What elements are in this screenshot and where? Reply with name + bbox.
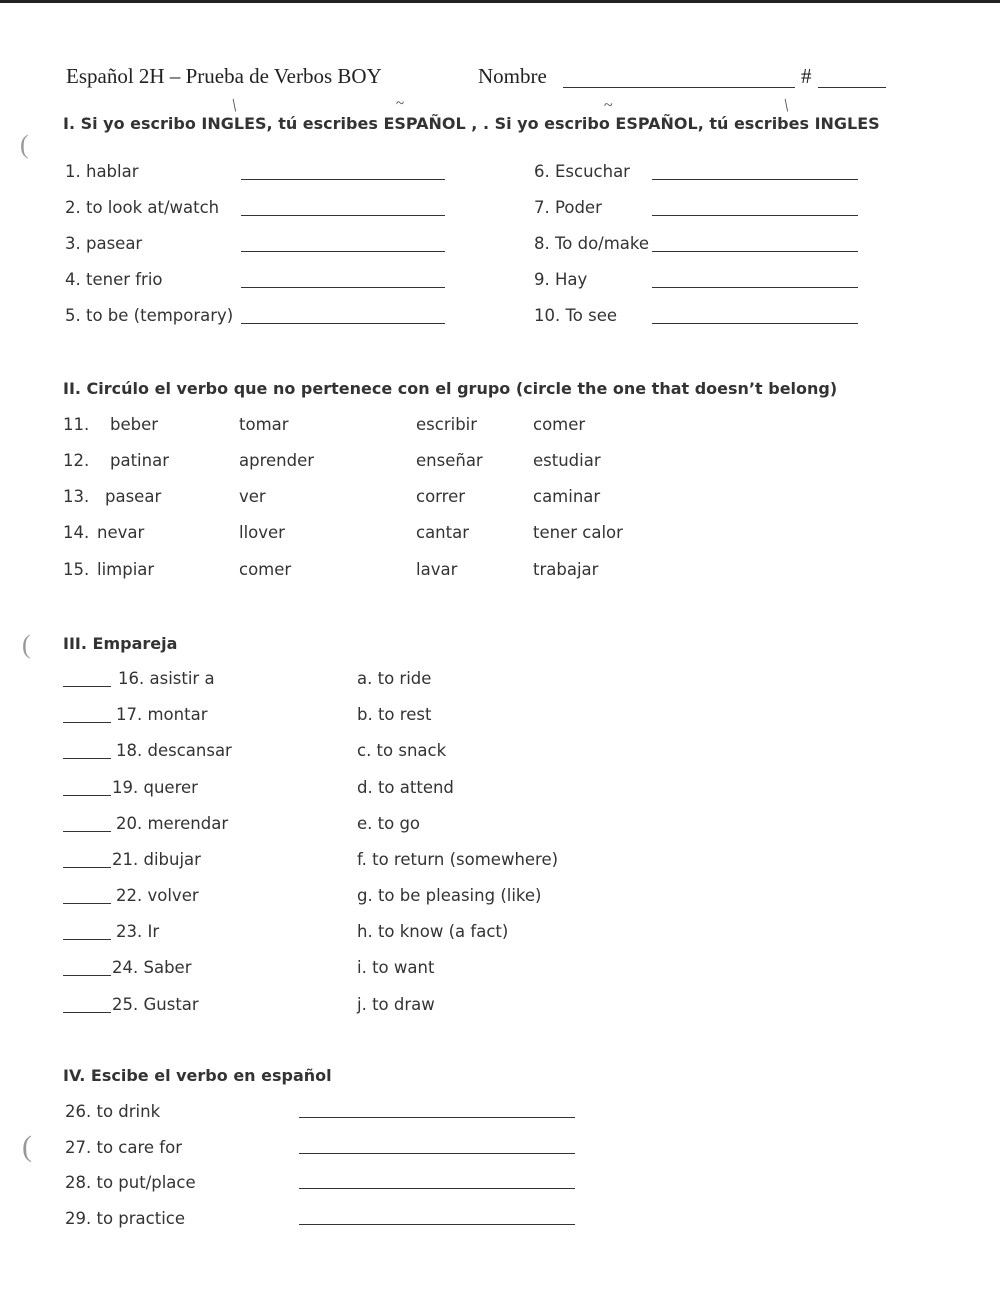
match-definition: i. to want: [357, 958, 435, 977]
item-3: 3. pasear: [65, 234, 143, 253]
match-term: 16. asistir a: [118, 669, 215, 688]
match-definition: h. to know (a fact): [357, 922, 509, 941]
answer-line-9[interactable]: [652, 287, 858, 288]
match-term: 24. Saber: [112, 958, 192, 977]
word-option[interactable]: nevar: [97, 523, 145, 542]
match-blank-22[interactable]: [63, 903, 111, 904]
match-definition: d. to attend: [357, 778, 454, 797]
row-number: 12.: [63, 451, 90, 470]
match-definition: f. to return (somewhere): [357, 850, 559, 869]
word-option[interactable]: patinar: [110, 451, 169, 470]
name-field[interactable]: [563, 87, 795, 88]
item-26: 26. to drink: [65, 1102, 161, 1121]
section1-heading: I. Si yo escribo INGLES, tú escribes ESPAÑOL , . Si yo escribo ESPAÑOL, tú escribes INGLES: [63, 114, 880, 133]
word-option[interactable]: beber: [110, 415, 159, 434]
answer-line-10[interactable]: [652, 323, 858, 324]
margin-mark: (: [20, 130, 29, 159]
name-label: Nombre: [478, 64, 547, 88]
item-1: 1. hablar: [65, 162, 139, 181]
word-option[interactable]: lavar: [416, 560, 458, 579]
answer-line-7[interactable]: [652, 215, 858, 216]
match-definition: j. to draw: [357, 995, 435, 1014]
word-option[interactable]: aprender: [239, 451, 315, 470]
word-option[interactable]: correr: [416, 487, 466, 506]
answer-line-6[interactable]: [652, 179, 858, 180]
match-term: 18. descansar: [116, 741, 232, 760]
match-blank-21[interactable]: [63, 867, 111, 868]
match-definition: c. to snack: [357, 741, 447, 760]
row-number: 14.: [63, 523, 90, 542]
accent-mark: /: [227, 95, 242, 115]
match-term: 21. dibujar: [112, 850, 201, 869]
match-term: 23. Ir: [116, 922, 160, 941]
item-10: 10. To see: [534, 306, 617, 325]
word-option[interactable]: ver: [239, 487, 266, 506]
word-option[interactable]: trabajar: [533, 560, 599, 579]
match-blank-25[interactable]: [63, 1012, 111, 1013]
match-term: 20. merendar: [116, 814, 229, 833]
top-border: [0, 0, 1000, 3]
answer-line-29[interactable]: [299, 1224, 575, 1225]
match-blank-17[interactable]: [63, 722, 111, 723]
item-6: 6. Escuchar: [534, 162, 630, 181]
item-7: 7. Poder: [534, 198, 602, 217]
match-term: 17. montar: [116, 705, 208, 724]
item-9: 9. Hay: [534, 270, 588, 289]
answer-line-4[interactable]: [241, 287, 445, 288]
row-number: 13.: [63, 487, 90, 506]
match-definition: a. to ride: [357, 669, 432, 688]
answer-line-27[interactable]: [299, 1153, 575, 1154]
section3-heading: III. Empareja: [63, 634, 178, 653]
tilde-mark: ~: [396, 96, 405, 112]
section4-heading: IV. Escibe el verbo en español: [63, 1066, 332, 1085]
answer-line-28[interactable]: [299, 1188, 575, 1189]
section2-heading: II. Circúlo el verbo que no pertenece con el grupo (circle the one that doesn’t belong): [63, 379, 838, 398]
word-option[interactable]: cantar: [416, 523, 470, 542]
item-2: 2. to look at/watch: [65, 198, 220, 217]
match-term: 22. volver: [116, 886, 199, 905]
answer-line-1[interactable]: [241, 179, 445, 180]
word-option[interactable]: pasear: [105, 487, 162, 506]
margin-mark: (: [22, 630, 31, 659]
word-option[interactable]: enseñar: [416, 451, 483, 470]
word-option[interactable]: estudiar: [533, 451, 601, 470]
number-label: #: [801, 64, 812, 88]
word-option[interactable]: comer: [533, 415, 586, 434]
match-term: 19. querer: [112, 778, 198, 797]
match-definition: b. to rest: [357, 705, 432, 724]
row-number: 15.: [63, 560, 90, 579]
item-29: 29. to practice: [65, 1209, 186, 1228]
match-blank-19[interactable]: [63, 795, 111, 796]
word-option[interactable]: limpiar: [97, 560, 155, 579]
answer-line-26[interactable]: [299, 1117, 575, 1118]
word-option[interactable]: escribir: [416, 415, 478, 434]
match-term: 25. Gustar: [112, 995, 199, 1014]
item-5: 5. to be (temporary): [65, 306, 234, 325]
accent-mark: /: [779, 95, 794, 115]
answer-line-2[interactable]: [241, 215, 445, 216]
item-4: 4. tener frio: [65, 270, 163, 289]
word-option[interactable]: tener calor: [533, 523, 623, 542]
item-28: 28. to put/place: [65, 1173, 196, 1192]
match-definition: e. to go: [357, 814, 421, 833]
tilde-mark: ~: [604, 97, 613, 114]
match-blank-18[interactable]: [63, 758, 111, 759]
number-field[interactable]: [818, 87, 886, 88]
word-option[interactable]: comer: [239, 560, 292, 579]
item-8: 8. To do/make: [534, 234, 650, 253]
answer-line-5[interactable]: [241, 323, 445, 324]
match-definition: g. to be pleasing (like): [357, 886, 542, 905]
word-option[interactable]: caminar: [533, 487, 601, 506]
item-27: 27. to care for: [65, 1138, 182, 1157]
match-blank-20[interactable]: [63, 831, 111, 832]
match-blank-16[interactable]: [63, 686, 111, 687]
page-title: Español 2H – Prueba de Verbos BOY: [66, 64, 382, 88]
match-blank-23[interactable]: [63, 939, 111, 940]
match-blank-24[interactable]: [63, 975, 111, 976]
row-number: 11.: [63, 415, 90, 434]
answer-line-3[interactable]: [241, 251, 445, 252]
margin-mark: (: [22, 1130, 32, 1163]
word-option[interactable]: tomar: [239, 415, 289, 434]
word-option[interactable]: llover: [239, 523, 285, 542]
answer-line-8[interactable]: [652, 251, 858, 252]
